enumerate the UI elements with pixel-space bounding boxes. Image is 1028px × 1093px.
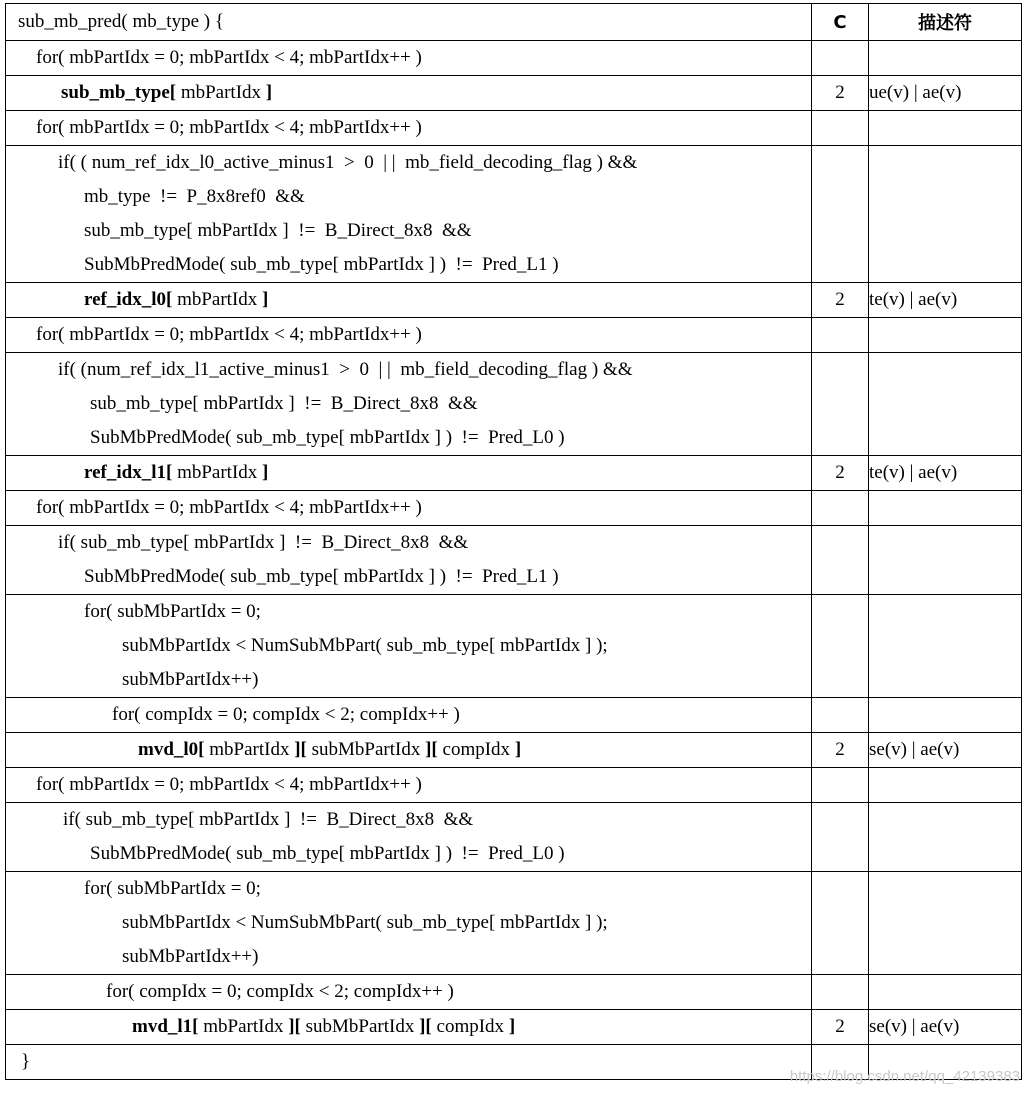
syntax-line: [6, 76, 811, 110]
table-row: [6, 733, 1022, 768]
category-cell: [812, 595, 869, 698]
category-cell: [812, 526, 869, 595]
syntax-element-name: ]: [262, 462, 269, 483]
category-cell: 2: [812, 456, 869, 491]
syntax-element-name: ]: [262, 289, 269, 310]
table-row: [6, 146, 1022, 283]
descriptor-cell: se(v) | ae(v): [869, 1010, 1022, 1045]
header-row: [6, 4, 1022, 41]
syntax-element-name: ][: [425, 739, 438, 760]
syntax-line: [6, 146, 811, 180]
syntax-text: subMbPartIdx++): [122, 946, 259, 967]
header-syntax-cell: [6, 4, 812, 41]
category-cell: [812, 41, 869, 76]
syntax-element-name: sub_mb_type[: [61, 82, 177, 103]
syntax-element-name: ref_idx_l0[: [84, 289, 173, 310]
syntax-cell: [6, 1010, 812, 1045]
syntax-text: subMbPartIdx++): [122, 669, 259, 690]
descriptor-cell: [869, 595, 1022, 698]
syntax-line: [6, 803, 811, 837]
syntax-text: SubMbPredMode( sub_mb_type[ mbPartIdx ] ) != Pred_L1 ): [84, 254, 559, 275]
descriptor-cell: [869, 698, 1022, 733]
syntax-cell: [6, 283, 812, 318]
syntax-cell: [6, 733, 812, 768]
table-row: [6, 872, 1022, 975]
table-row: [6, 318, 1022, 353]
syntax-line: [6, 318, 811, 352]
table-row: [6, 1010, 1022, 1045]
syntax-line: [6, 491, 811, 525]
table-row: [6, 803, 1022, 872]
syntax-cell: [6, 41, 812, 76]
descriptor-cell: [869, 111, 1022, 146]
header-descriptor-cell: 描述符: [869, 4, 1022, 41]
syntax-text: for( mbPartIdx = 0; mbPartIdx < 4; mbPartIdx++ ): [36, 774, 422, 795]
category-cell: 2: [812, 283, 869, 318]
category-cell: [812, 768, 869, 803]
descriptor-cell: [869, 768, 1022, 803]
descriptor-cell: ue(v) | ae(v): [869, 76, 1022, 111]
syntax-text: mbPartIdx: [176, 82, 266, 103]
syntax-text: sub_mb_type[ mbPartIdx ] != B_Direct_8x8 &&: [90, 393, 478, 414]
category-cell: [812, 872, 869, 975]
syntax-element-name: ][: [419, 1016, 432, 1037]
syntax-cell: [6, 768, 812, 803]
syntax-text: compIdx: [431, 1016, 509, 1037]
syntax-line: [6, 248, 811, 282]
syntax-table-body: [6, 4, 1022, 1080]
descriptor-cell: [869, 318, 1022, 353]
syntax-cell: [6, 1045, 812, 1080]
syntax-text: for( mbPartIdx = 0; mbPartIdx < 4; mbPartIdx++ ): [36, 47, 422, 68]
syntax-element-name: ]: [508, 1016, 516, 1037]
syntax-cell: [6, 803, 812, 872]
table-row: [6, 975, 1022, 1010]
category-cell: 2: [812, 1010, 869, 1045]
category-cell: [812, 111, 869, 146]
syntax-line: [6, 353, 811, 387]
syntax-cell: [6, 318, 812, 353]
watermark: https://blog.csdn.net/qq_42139383: [789, 1068, 1020, 1085]
syntax-line: [6, 421, 811, 455]
syntax-line: [6, 41, 811, 75]
table-row: [6, 41, 1022, 76]
table-row: [6, 491, 1022, 526]
header-c-cell: C: [812, 4, 869, 41]
syntax-element-name: ref_idx_l1[: [84, 462, 173, 483]
syntax-line: [6, 663, 811, 697]
syntax-text: if( ( num_ref_idx_l0_active_minus1 > 0 | | mb_field_decoding_flag ) &&: [58, 152, 638, 173]
table-row: [6, 111, 1022, 146]
syntax-line: [6, 733, 811, 767]
syntax-text: for( subMbPartIdx = 0;: [84, 878, 261, 899]
syntax-line: [6, 940, 811, 974]
syntax-text: for( compIdx = 0; compIdx < 2; compIdx++ ): [112, 704, 460, 725]
table-row: [6, 283, 1022, 318]
syntax-element-name: mvd_l0[: [138, 739, 205, 760]
syntax-line: [6, 1010, 811, 1044]
syntax-cell: [6, 872, 812, 975]
syntax-text: subMbPartIdx < NumSubMbPart( sub_mb_type[ mbPartIdx ] );: [122, 635, 608, 656]
syntax-text: for( subMbPartIdx = 0;: [84, 601, 261, 622]
syntax-text: for( mbPartIdx = 0; mbPartIdx < 4; mbPartIdx++ ): [36, 324, 422, 345]
syntax-line: [6, 387, 811, 421]
descriptor-cell: [869, 353, 1022, 456]
syntax-element-name: ][: [288, 1016, 301, 1037]
syntax-text: for( mbPartIdx = 0; mbPartIdx < 4; mbPartIdx++ ): [36, 117, 422, 138]
descriptor-cell: [869, 491, 1022, 526]
table-row: [6, 76, 1022, 111]
syntax-text: SubMbPredMode( sub_mb_type[ mbPartIdx ] ) != Pred_L1 ): [84, 566, 559, 587]
descriptor-cell: [869, 526, 1022, 595]
syntax-cell: [6, 76, 812, 111]
descriptor-cell: [869, 41, 1022, 76]
syntax-text: }: [21, 1051, 31, 1072]
syntax-element-name: mvd_l1[: [132, 1016, 199, 1037]
syntax-cell: [6, 111, 812, 146]
syntax-line: [6, 698, 811, 732]
syntax-text: mbPartIdx: [172, 289, 263, 310]
table-row: [6, 698, 1022, 733]
category-cell: 2: [812, 733, 869, 768]
syntax-text: if( sub_mb_type[ mbPartIdx ] != B_Direct_8x8 &&: [58, 532, 469, 553]
syntax-line: [6, 560, 811, 594]
syntax-text: if( sub_mb_type[ mbPartIdx ] != B_Direct_8x8 &&: [63, 809, 474, 830]
syntax-text: subMbPartIdx < NumSubMbPart( sub_mb_type[ mbPartIdx ] );: [122, 912, 608, 933]
syntax-text: mbPartIdx: [204, 739, 295, 760]
descriptor-cell: te(v) | ae(v): [869, 283, 1022, 318]
category-cell: [812, 491, 869, 526]
category-cell: [812, 146, 869, 283]
descriptor-cell: [869, 975, 1022, 1010]
syntax-element-name: ]: [514, 739, 522, 760]
category-cell: [812, 353, 869, 456]
syntax-line: [6, 629, 811, 663]
syntax-line: [6, 1045, 811, 1079]
syntax-line: [6, 111, 811, 145]
syntax-line: [6, 595, 811, 629]
syntax-line: [6, 975, 811, 1009]
syntax-text: mbPartIdx: [172, 462, 263, 483]
syntax-text: SubMbPredMode( sub_mb_type[ mbPartIdx ] ) != Pred_L0 ): [90, 427, 565, 448]
syntax-line: [6, 526, 811, 560]
syntax-cell: [6, 975, 812, 1010]
syntax-text: mbPartIdx: [198, 1016, 289, 1037]
syntax-text: sub_mb_type[ mbPartIdx ] != B_Direct_8x8 &&: [84, 220, 472, 241]
syntax-line: [6, 283, 811, 317]
syntax-line: [6, 214, 811, 248]
table-row: [6, 595, 1022, 698]
syntax-text: mb_type != P_8x8ref0 &&: [84, 186, 305, 207]
syntax-text: SubMbPredMode( sub_mb_type[ mbPartIdx ] ) != Pred_L0 ): [90, 843, 565, 864]
table-row: [6, 768, 1022, 803]
syntax-cell: [6, 698, 812, 733]
syntax-cell: [6, 526, 812, 595]
descriptor-cell: [869, 803, 1022, 872]
syntax-text: subMbPartIdx: [300, 1016, 420, 1037]
syntax-table: [5, 3, 1022, 1080]
syntax-text: subMbPartIdx: [306, 739, 426, 760]
syntax-cell: [6, 456, 812, 491]
syntax-text: compIdx: [437, 739, 515, 760]
syntax-text: if( (num_ref_idx_l1_active_minus1 > 0 | | mb_field_decoding_flag ) &&: [58, 359, 633, 380]
syntax-text: for( compIdx = 0; compIdx < 2; compIdx++ ): [106, 981, 454, 1002]
syntax-element-name: ]: [265, 82, 273, 103]
category-cell: [812, 803, 869, 872]
header-syntax-text: sub_mb_pred( mb_type ) {: [18, 11, 224, 32]
syntax-text: for( mbPartIdx = 0; mbPartIdx < 4; mbPartIdx++ ): [36, 497, 422, 518]
syntax-cell: [6, 146, 812, 283]
syntax-line: [6, 768, 811, 802]
table-row: [6, 526, 1022, 595]
syntax-cell: [6, 491, 812, 526]
syntax-cell: [6, 595, 812, 698]
syntax-cell: [6, 353, 812, 456]
syntax-line: [6, 906, 811, 940]
category-cell: [812, 698, 869, 733]
descriptor-cell: [869, 872, 1022, 975]
syntax-line: [6, 837, 811, 871]
category-cell: [812, 975, 869, 1010]
syntax-line: [6, 456, 811, 490]
category-cell: 2: [812, 76, 869, 111]
syntax-element-name: ][: [294, 739, 307, 760]
descriptor-cell: [869, 146, 1022, 283]
descriptor-cell: se(v) | ae(v): [869, 733, 1022, 768]
table-row: [6, 456, 1022, 491]
descriptor-cell: te(v) | ae(v): [869, 456, 1022, 491]
syntax-line: [6, 872, 811, 906]
table-row: [6, 353, 1022, 456]
syntax-line: [6, 180, 811, 214]
category-cell: [812, 318, 869, 353]
